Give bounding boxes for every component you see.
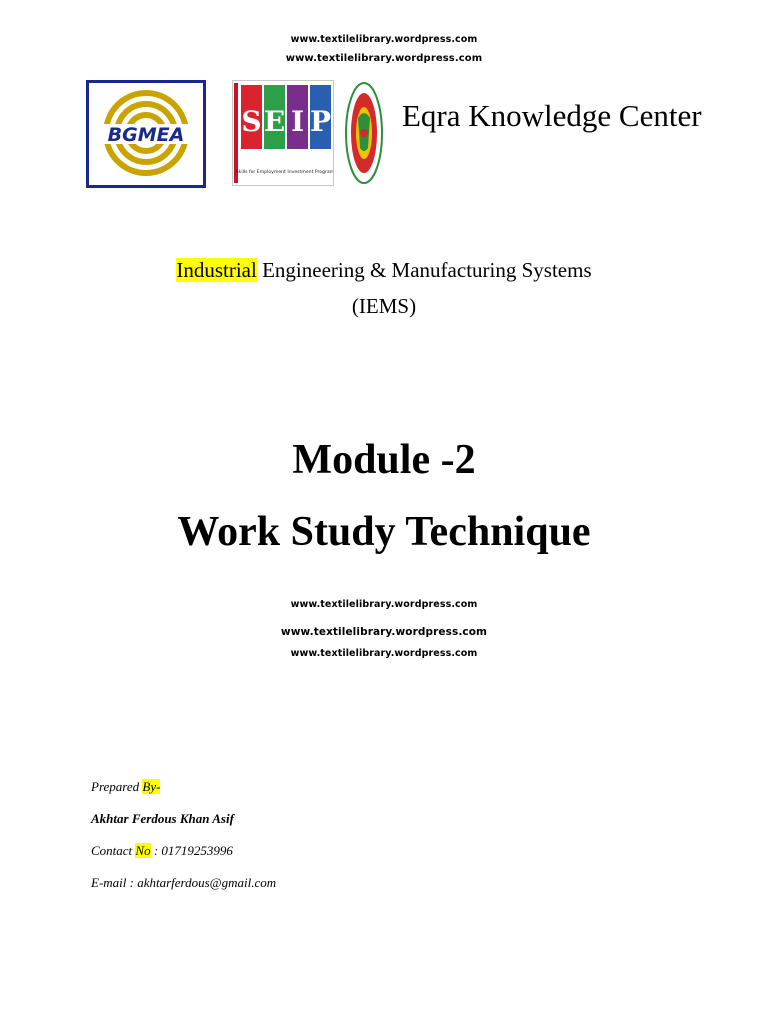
prepared-label: Prepared (91, 779, 143, 794)
middle-url-2[interactable]: www.textilelibrary.wordpress.com (280, 626, 488, 638)
prepared-label-highlight: By- (142, 779, 161, 794)
document-title: Work Study Technique (177, 509, 591, 555)
svg-text:S: S (241, 105, 262, 138)
module-number: Module -2 (292, 437, 476, 483)
author-name: Akhtar Ferdous Khan Asif (91, 811, 234, 826)
svg-text:I: I (290, 105, 305, 138)
highlighted-word: Industrial (176, 258, 257, 282)
svg-text:E: E (263, 105, 286, 138)
seip-logo (232, 80, 334, 186)
seip-caption: Skills for Employment Investment Program (235, 170, 333, 175)
prepared-by (91, 779, 160, 795)
middle-url-3[interactable]: www.textilelibrary.wordpress.com (290, 648, 478, 659)
bgmea-logo-text: BGMEA (107, 124, 185, 146)
course-title-rest: Engineering & Manufacturing Systems (256, 258, 592, 282)
organization-name: Eqra Knowledge Center (402, 98, 702, 133)
bgmea-logo (86, 80, 206, 188)
government-seal-icon (344, 78, 384, 188)
contact-value: : 01719253996 (150, 843, 233, 858)
email-address[interactable]: E-mail : akhtarferdous@gmail.com (91, 875, 277, 890)
svg-text:P: P (309, 105, 332, 138)
course-abbreviation: (IEMS) (351, 294, 417, 318)
contact-number (91, 843, 233, 859)
course-title (0, 258, 768, 283)
header-url-2[interactable]: www.textilelibrary.wordpress.com (285, 53, 483, 64)
contact-label-highlight: No (135, 843, 151, 858)
middle-url-1[interactable]: www.textilelibrary.wordpress.com (290, 599, 478, 610)
contact-label: Contact (91, 843, 136, 858)
header-url-1[interactable]: www.textilelibrary.wordpress.com (290, 34, 478, 45)
